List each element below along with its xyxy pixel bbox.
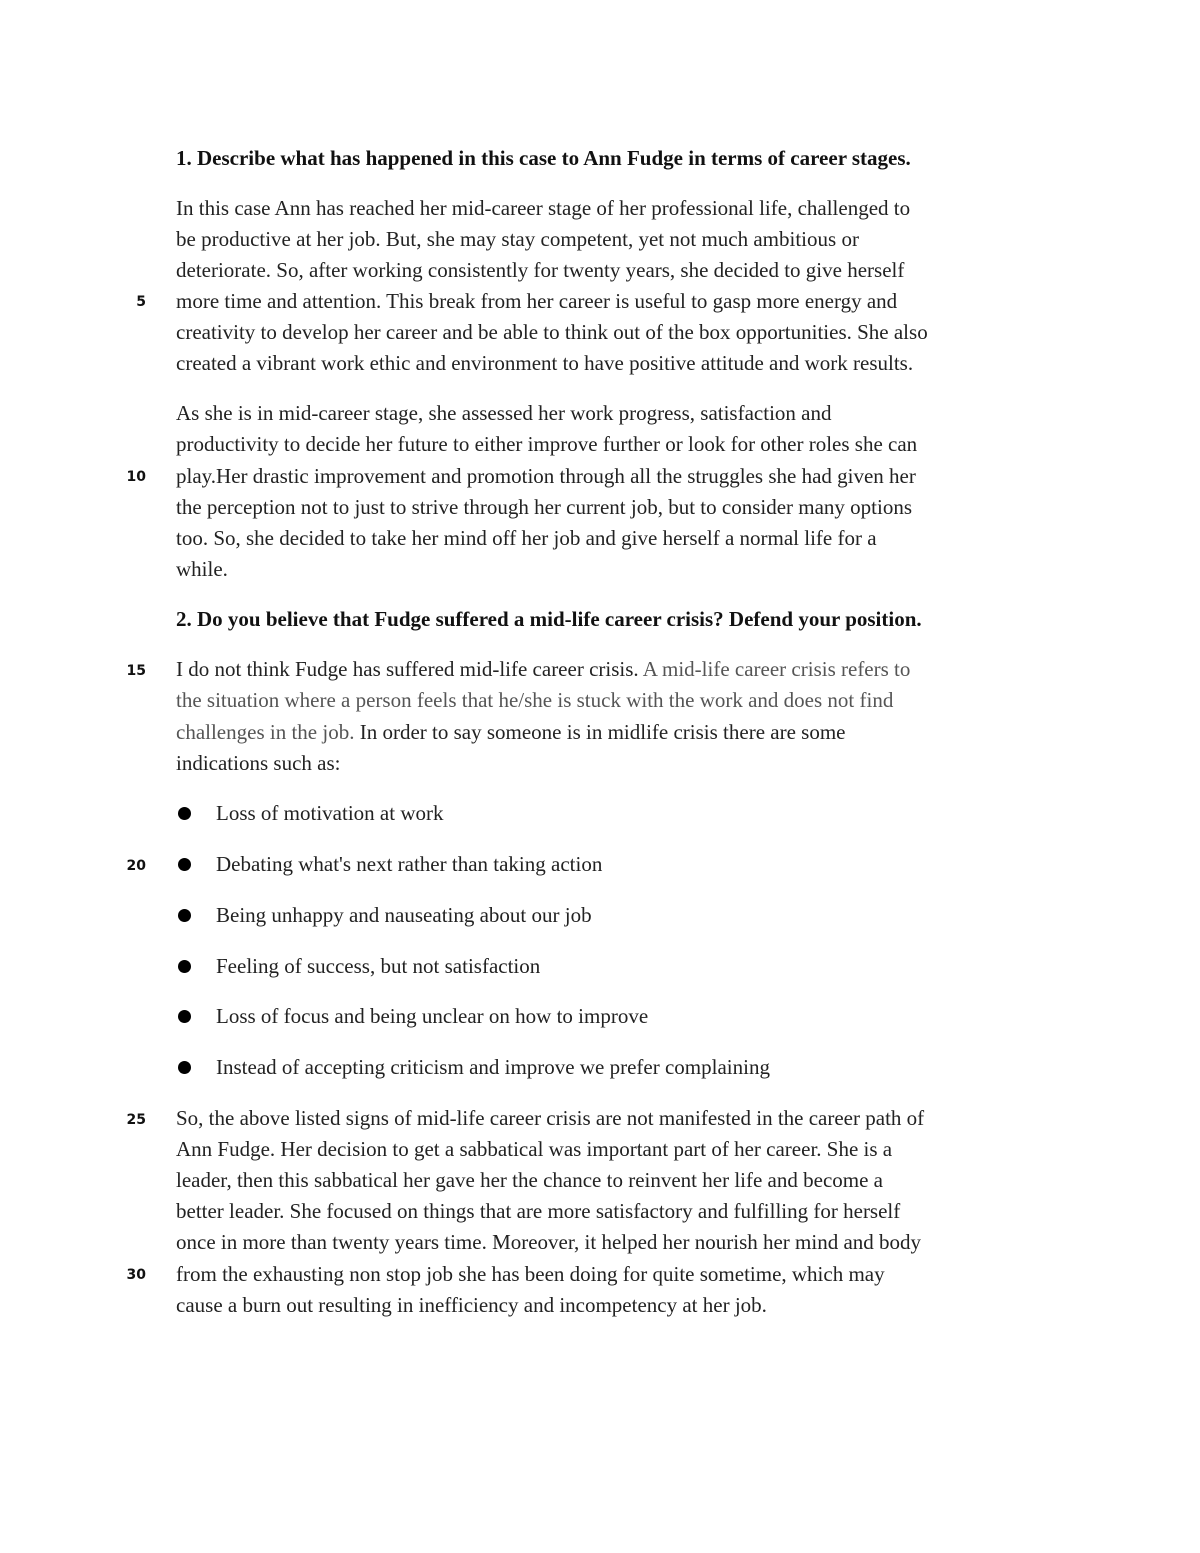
q1-paragraph-2-line: productivity to decide her future to either improve further or look for other roles she can — [176, 432, 918, 456]
q1-paragraph-2-line: play.Her drastic improvement and promotion through all the struggles she had given her — [176, 464, 916, 488]
line-number-30: 30 — [126, 1267, 146, 1283]
q1-paragraph-1-line: created a vibrant work ethic and environment to have positive attitude and work results. — [176, 351, 914, 375]
q1-paragraph-2-line: the perception not to just to strive through her current job, but to consider many options — [176, 495, 913, 519]
bullet-item: Being unhappy and nauseating about our job — [216, 903, 592, 927]
q2-intro-definition-text: challenges in the job. — [176, 720, 355, 744]
q2-intro-line — [176, 719, 845, 745]
line-number-20: 20 — [126, 858, 146, 874]
bullet-item: Instead of accepting criticism and improve we prefer complaining — [216, 1055, 770, 1079]
q2-conclusion-line: Ann Fudge. Her decision to get a sabbatical was important part of her career. She is a — [176, 1137, 893, 1161]
bullet-dot-icon — [178, 1061, 191, 1074]
q1-paragraph-1-line: be productive at her job. But, she may stay competent, yet not much ambitious or — [176, 227, 859, 251]
q1-paragraph-1-line: creativity to develop her career and be able to think out of the box opportunities. She also — [176, 320, 928, 344]
bullet-item: Loss of focus and being unclear on how to improve — [216, 1004, 649, 1028]
line-number-5: 5 — [136, 294, 146, 310]
q2-intro-line: indications such as: — [176, 751, 341, 775]
q2-intro-line — [176, 656, 910, 682]
q2-intro-text: I do not think Fudge has suffered mid-life career crisis. — [176, 657, 643, 681]
q2-conclusion-line: better leader. She focused on things that are more satisfactory and fulfilling for herself — [176, 1199, 901, 1223]
line-number-25: 25 — [126, 1112, 146, 1128]
line-number-15: 15 — [126, 663, 146, 679]
question-1-heading: 1. Describe what has happened in this case to Ann Fudge in terms of career stages. — [176, 146, 911, 170]
q1-paragraph-1-line: more time and attention. This break from her career is useful to gasp more energy and — [176, 289, 898, 313]
q2-intro-text: In order to say someone is in midlife crisis there are some — [354, 720, 846, 744]
q2-conclusion-line: once in more than twenty years time. Moreover, it helped her nourish her mind and body — [176, 1230, 922, 1254]
bullet-dot-icon — [178, 960, 191, 973]
q1-paragraph-2-line: As she is in mid-career stage, she assessed her work progress, satisfaction and — [176, 401, 832, 425]
bullet-item: Loss of motivation at work — [216, 801, 444, 825]
q1-paragraph-1-line: deteriorate. So, after working consistently for twenty years, she decided to give herself — [176, 258, 905, 282]
q2-conclusion-line: from the exhausting non stop job she has been doing for quite sometime, which may — [176, 1262, 885, 1286]
q1-paragraph-2-line: while. — [176, 557, 228, 581]
bullet-dot-icon — [178, 858, 191, 871]
question-2-heading: 2. Do you believe that Fudge suffered a mid-life career crisis? Defend your position. — [176, 607, 922, 631]
q2-intro-definition-text: A mid-life career crisis refers to — [642, 657, 911, 681]
q2-intro-line: the situation where a person feels that he/she is stuck with the work and does not find — [176, 688, 894, 712]
q2-conclusion-line: cause a burn out resulting in inefficiency and incompetency at her job. — [176, 1293, 767, 1317]
bullet-dot-icon — [178, 807, 191, 820]
q1-paragraph-1-line: In this case Ann has reached her mid-career stage of her professional life, challenged to — [176, 196, 911, 220]
bullet-item: Feeling of success, but not satisfaction — [216, 954, 541, 978]
q1-paragraph-2-line: too. So, she decided to take her mind off her job and give herself a normal life for a — [176, 526, 877, 550]
bullet-item: Debating what's next rather than taking action — [216, 852, 603, 876]
bullet-dot-icon — [178, 909, 191, 922]
q2-conclusion-line: leader, then this sabbatical her gave her the chance to reinvent her life and become a — [176, 1168, 883, 1192]
bullet-dot-icon — [178, 1010, 191, 1023]
line-number-10: 10 — [126, 469, 146, 485]
q2-conclusion-line: So, the above listed signs of mid-life career crisis are not manifested in the career path of — [176, 1106, 925, 1130]
